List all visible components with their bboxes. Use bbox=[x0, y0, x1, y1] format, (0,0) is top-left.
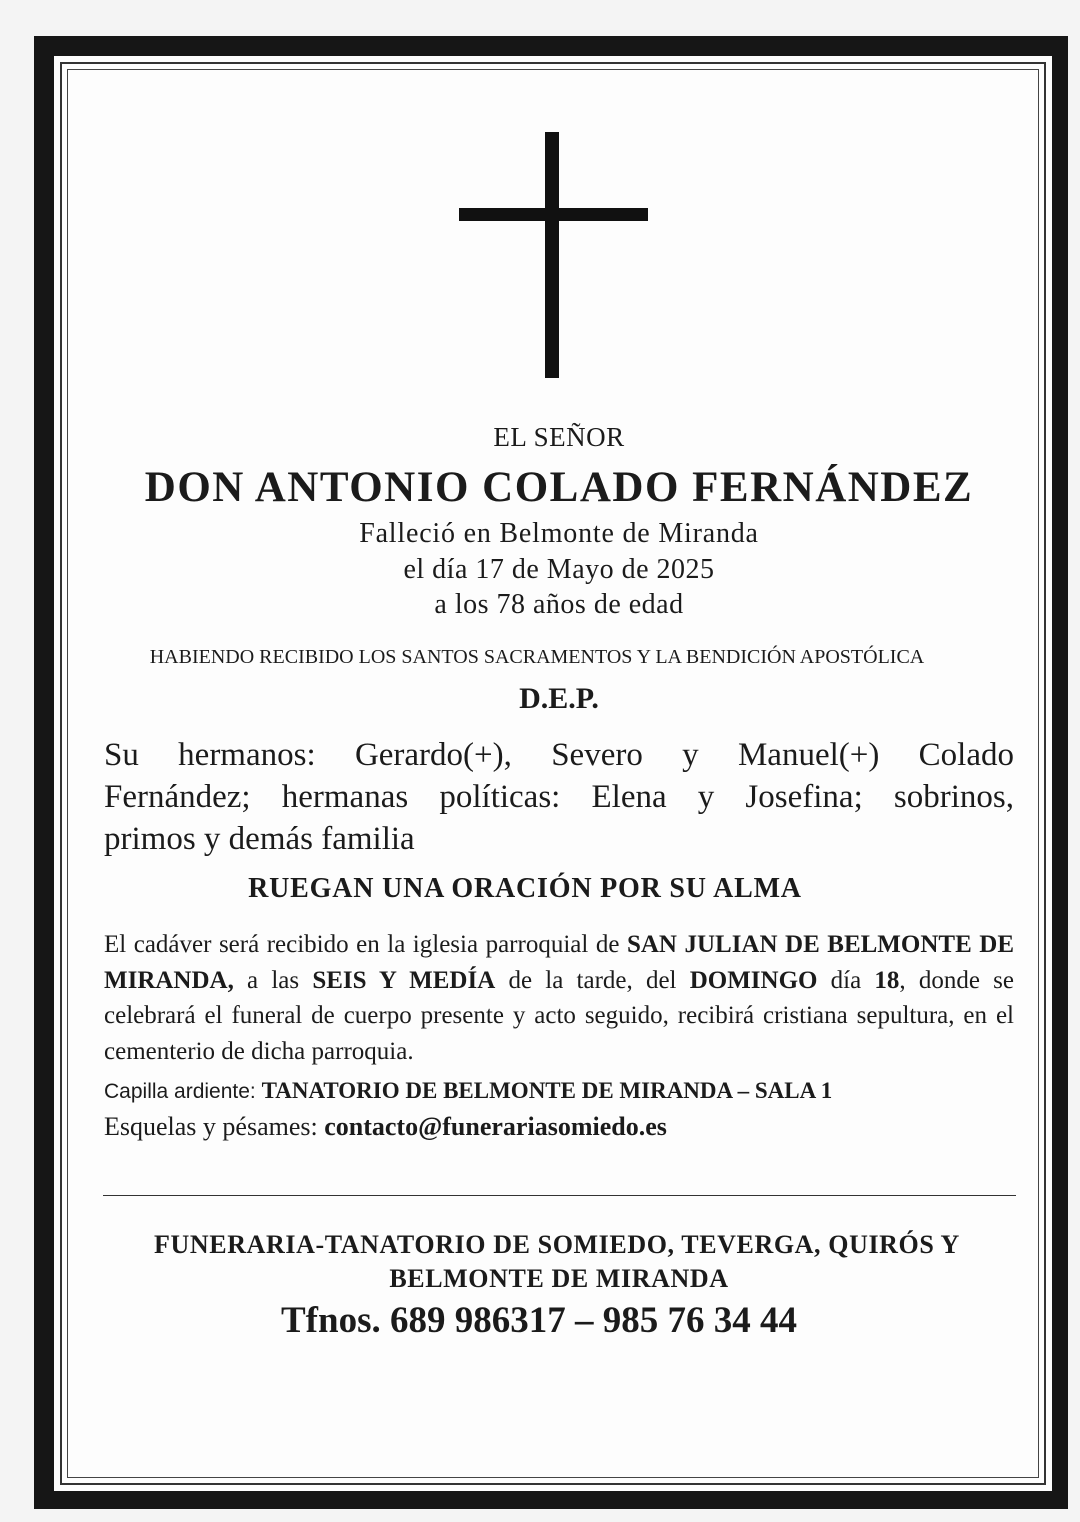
funeral-text: día bbox=[817, 966, 875, 994]
funeral-paragraph bbox=[104, 927, 1014, 1069]
funeral-text: a las bbox=[233, 966, 313, 994]
death-date-line: el día 17 de Mayo de 2025 bbox=[403, 554, 715, 585]
age-line: a los 78 años de edad bbox=[434, 589, 684, 620]
contact-email[interactable]: contacto@funerariasomiedo.es bbox=[324, 1112, 667, 1141]
company-name-line2: BELMONTE DE MIRANDA bbox=[389, 1264, 729, 1293]
death-place-line: Falleció en Belmonte de Miranda bbox=[359, 518, 759, 549]
company-name-line1: FUNERARIA-TANATORIO DE SOMIEDO, TEVERGA, QUIRÓS Y bbox=[154, 1230, 960, 1259]
chapel-label: Capilla ardiente: bbox=[104, 1080, 262, 1103]
funeral-text: , donde se celebrará el funeral de cuerpo presente y acto seguido, recibirá cristiana sepultura, en el cementerio de dicha parroquia. bbox=[104, 966, 1014, 1065]
funeral-text: de la tarde, del bbox=[495, 966, 690, 994]
footer-divider bbox=[103, 1195, 1016, 1196]
funeral-time: SEIS Y MEDÍA bbox=[312, 966, 496, 994]
title-small: EL SEÑOR bbox=[493, 422, 625, 452]
chapel-value: TANATORIO DE BELMONTE DE MIRANDA – SALA 1 bbox=[261, 1078, 833, 1103]
funeral-date: 18 bbox=[874, 966, 900, 994]
dep-text: D.E.P. bbox=[519, 682, 599, 715]
cross-icon-vertical bbox=[545, 132, 559, 378]
prayer-request: RUEGAN UNA ORACIÓN POR SU ALMA bbox=[248, 873, 802, 904]
deceased-name: DON ANTONIO COLADO FERNÁNDEZ bbox=[144, 464, 974, 511]
family-paragraph bbox=[104, 734, 1014, 860]
cross-icon-horizontal bbox=[459, 208, 648, 221]
sacraments-line: HABIENDO RECIBIDO LOS SANTOS SACRAMENTOS Y LA BENDICIÓN APOSTÓLICA bbox=[149, 646, 925, 668]
family-line: Fernández; hermanas políticas: Elena y Josefina; sobrinos, bbox=[104, 779, 1014, 815]
family-line: primos y demás familia bbox=[104, 821, 415, 857]
phone-numbers: Tfnos. 689 986317 – 985 76 34 44 bbox=[281, 1300, 797, 1341]
family-line: Su hermanos: Gerardo(+), Severo y Manuel(+) Colado bbox=[104, 737, 1014, 773]
condolences-label: Esquelas y pésames: bbox=[104, 1112, 325, 1141]
church-name: SAN JULIAN DE BELMONTE DE MIRANDA, bbox=[104, 931, 1014, 994]
chapel-line bbox=[104, 1078, 1014, 1104]
condolences-line bbox=[104, 1112, 1014, 1142]
funeral-day: DOMINGO bbox=[689, 966, 818, 994]
funeral-text: El cadáver será recibido en la iglesia parroquial de bbox=[104, 931, 627, 958]
